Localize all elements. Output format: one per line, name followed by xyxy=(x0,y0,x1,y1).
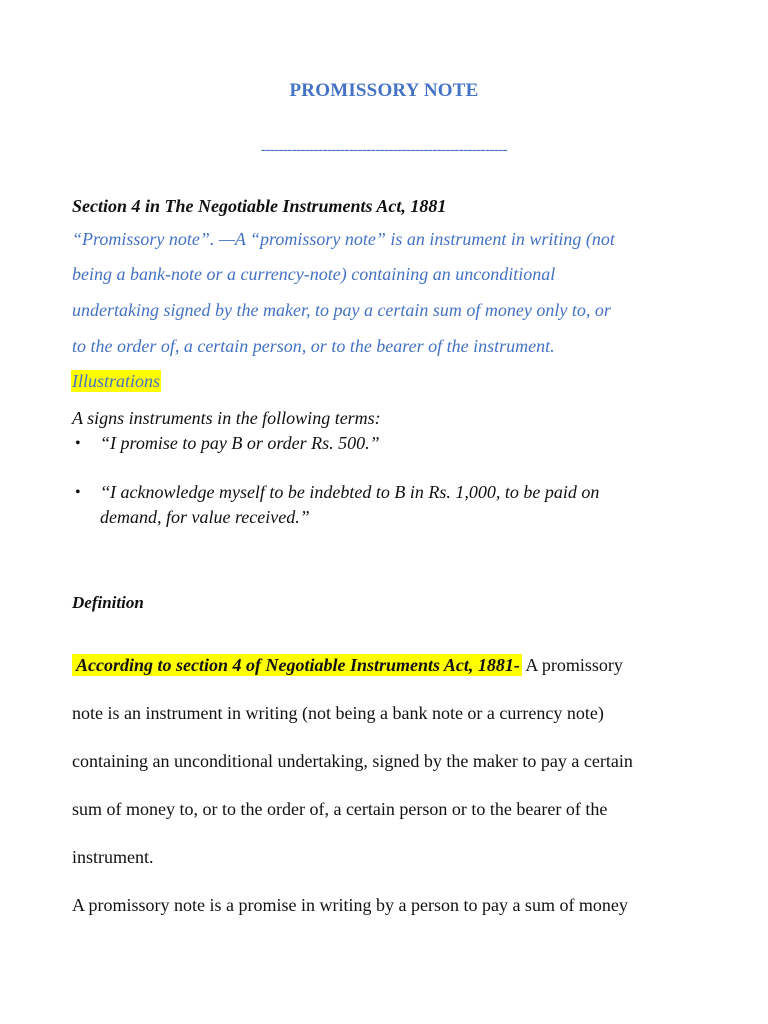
paragraph-line: sum of money to, or to the order of, a certain person or to the bearer of the xyxy=(72,799,608,819)
list-item: “I promise to pay B or order Rs. 500.” xyxy=(100,433,380,453)
document-title: PROMISSORY NOTE xyxy=(289,80,479,101)
title-rule: -------------------------------------------------------- xyxy=(260,142,508,158)
definition-first-line-rest: A promissory xyxy=(521,655,623,675)
section-heading: Section 4 in The Negotiable Instruments Act, 1881 xyxy=(72,196,447,216)
definition-highlight: According to section 4 of Negotiable Instruments Act, 1881- xyxy=(72,654,522,676)
illustrations-highlight: Illustrations xyxy=(72,371,161,391)
bullet-icon: • xyxy=(75,435,81,452)
quote-line: being a bank-note or a currency-note) containing an unconditional xyxy=(72,264,556,284)
quote-line: to the order of, a certain person, or to the bearer of the instrument. xyxy=(72,336,555,356)
paragraph-line: note is an instrument in writing (not being a bank note or a currency note) xyxy=(72,703,604,723)
definition-heading: Definition xyxy=(72,593,144,612)
illustrations-label xyxy=(71,371,161,392)
bullet-icon: • xyxy=(75,484,81,501)
paragraph-line: A promissory note is a promise in writing by a person to pay a sum of money xyxy=(72,895,628,915)
list-item: ‘‘I acknowledge myself to be indebted to B in Rs. 1,000, to be paid on xyxy=(100,482,600,502)
paragraph-line: instrument. xyxy=(72,847,154,867)
paragraph-line: containing an unconditional undertaking, signed by the maker to pay a certain xyxy=(72,751,633,771)
list-item-continuation: demand, for value received.” xyxy=(100,507,310,527)
quote-line: “Promissory note”. —A “promissory note” is an instrument in writing (not xyxy=(72,229,615,249)
definition-first-line xyxy=(72,655,623,676)
quote-line: undertaking signed by the maker, to pay a certain sum of money only to, or xyxy=(72,300,611,320)
terms-intro: A signs instruments in the following terms: xyxy=(72,408,381,428)
